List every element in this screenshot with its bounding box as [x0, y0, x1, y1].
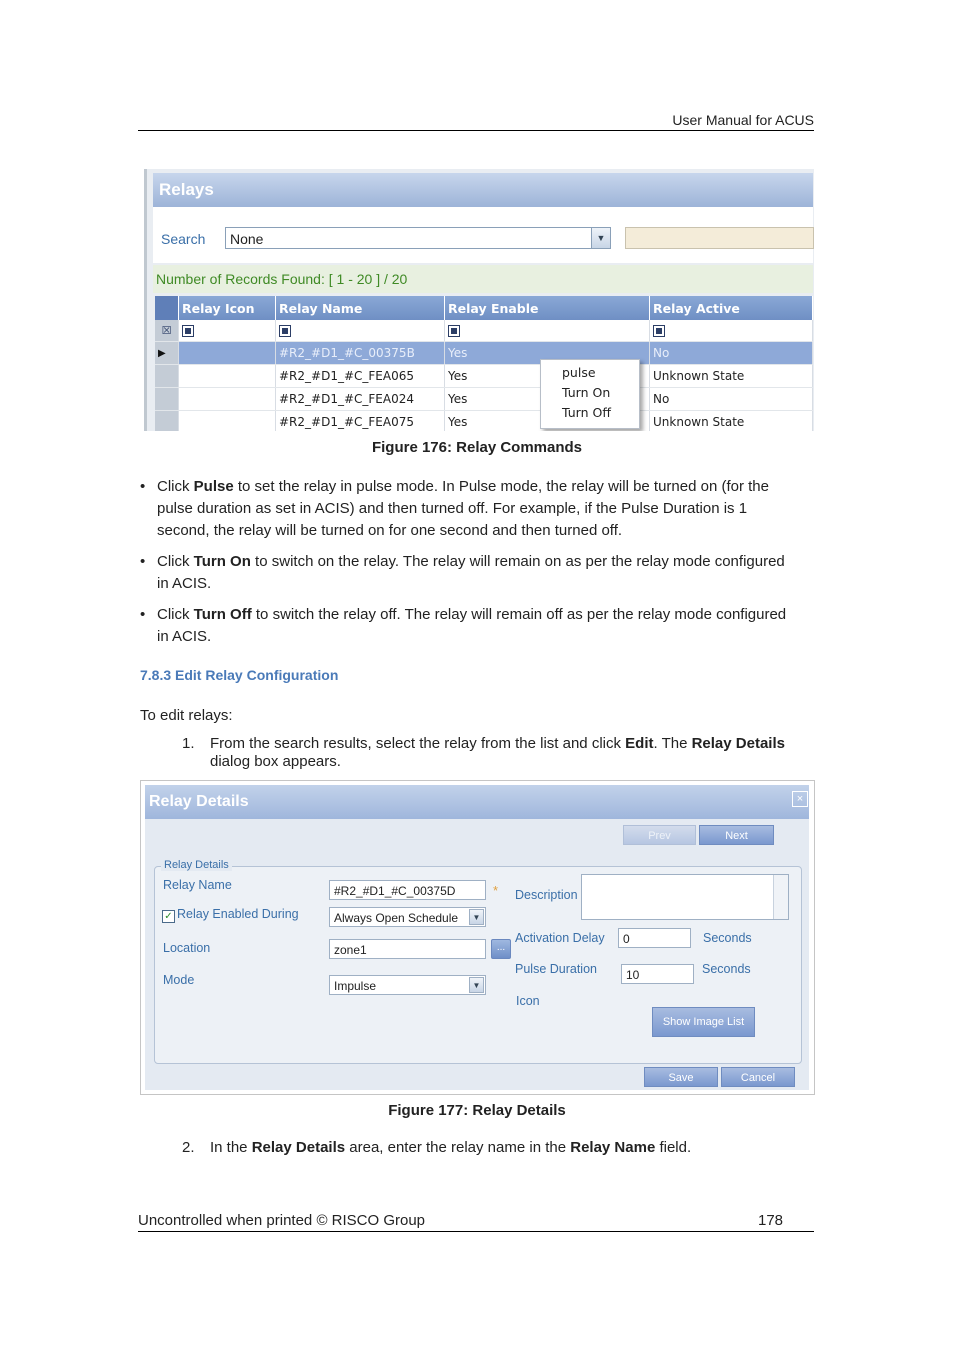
step-number: 2.	[182, 1139, 195, 1156]
step-1-text: From the search results, select the relay from the list and click Edit. The Relay Details dialog box appears.	[210, 735, 785, 770]
schedule-select[interactable]	[329, 907, 486, 927]
page-number: 178	[758, 1212, 784, 1229]
step-2-text: In the Relay Details area, enter the relay name in the Relay Name field.	[210, 1139, 692, 1156]
activation-delay-unit: Seconds	[703, 931, 752, 945]
col-relay-active[interactable]: Relay Active	[650, 296, 813, 320]
description-field[interactable]	[581, 874, 789, 920]
location-field[interactable]: zone1	[329, 939, 486, 959]
filter-row	[155, 320, 813, 342]
row-pointer-icon: ▶	[155, 342, 179, 365]
relay-active-cell: No	[650, 342, 813, 365]
relays-window-title: Relays	[153, 173, 813, 207]
figure-177-caption: Figure 177: Relay Details	[388, 1102, 566, 1119]
page-header: User Manual for ACUS	[138, 112, 814, 131]
menu-item-turn-off[interactable]: Turn Off	[562, 405, 611, 420]
relays-table	[155, 296, 813, 431]
next-button[interactable]: Next	[699, 825, 774, 845]
table-row[interactable]	[155, 411, 813, 432]
filter-checkbox[interactable]	[653, 325, 665, 337]
bullet-icon: •	[140, 606, 146, 623]
chevron-down-icon[interactable]: ▼	[469, 977, 484, 993]
relay-details-dialog	[140, 780, 815, 1095]
mode-select[interactable]	[329, 975, 486, 995]
relay-active-cell: Unknown State	[650, 365, 813, 388]
pulse-duration-unit: Seconds	[702, 962, 751, 976]
records-found: Number of Records Found: [ 1 - 20 ] / 20	[153, 265, 813, 293]
bullet-pulse: Click Pulse to set the relay in pulse mode. In Pulse mode, the relay will be turned on (for the pulse duration as set in ACIS) and then turned off. For example, if the Pulse Duration is 1 second, the relay will be turned on for one second and then turned off.	[157, 478, 769, 539]
bullet-icon: •	[140, 478, 146, 495]
filter-checkbox[interactable]	[182, 325, 194, 337]
chevron-down-icon[interactable]: ▼	[469, 909, 484, 925]
col-relay-enable[interactable]: Relay Enable	[445, 296, 650, 320]
fieldset-legend: Relay Details	[161, 859, 232, 871]
pulse-duration-field[interactable]: 10	[621, 964, 694, 984]
table-row[interactable]	[155, 342, 813, 365]
relay-enabled-checkbox[interactable]: ✓	[162, 910, 175, 923]
relay-enable-cell: Yes	[445, 365, 650, 388]
relay-name-cell: #R2_#D1_#C_FEA024	[276, 388, 445, 411]
relay-name-cell: #R2_#D1_#C_FEA065	[276, 365, 445, 388]
table-row[interactable]	[155, 365, 813, 388]
footer-copyright: Uncontrolled when printed © RISCO Group	[138, 1212, 426, 1229]
context-menu	[540, 359, 640, 429]
relay-enable-cell: Yes	[445, 388, 650, 411]
relay-name-field[interactable]: #R2_#D1_#C_00375D	[329, 880, 486, 900]
activation-delay-field[interactable]: 0	[618, 928, 691, 948]
table-row[interactable]	[155, 388, 813, 411]
relay-name-cell: #R2_#D1_#C_00375B	[276, 342, 445, 365]
icon-label: Icon	[516, 994, 540, 1008]
relays-screenshot	[144, 169, 814, 431]
mode-label: Mode	[163, 973, 195, 987]
row-header-corner	[155, 296, 179, 320]
dialog-title: Relay Details	[145, 785, 809, 819]
bullet-icon: •	[140, 553, 146, 570]
search-dropdown-value: None	[230, 231, 264, 247]
col-relay-icon[interactable]: Relay Icon	[179, 296, 276, 320]
relay-active-cell: Unknown State	[650, 411, 813, 432]
activation-delay-label: Activation Delay	[515, 931, 605, 945]
table-header-row	[155, 296, 813, 320]
search-label: Search	[161, 231, 206, 247]
relay-active-cell: No	[650, 388, 813, 411]
filter-checkbox[interactable]	[279, 325, 291, 337]
figure-176-caption: Figure 176: Relay Commands	[371, 439, 583, 456]
col-relay-name[interactable]: Relay Name	[276, 296, 445, 320]
step-number: 1.	[182, 735, 195, 752]
required-mark: *	[493, 883, 499, 898]
relay-enable-cell: Yes	[445, 411, 650, 432]
search-input[interactable]	[625, 227, 814, 249]
bullet-turn-off: Click Turn Off to switch the relay off. The relay will remain off as per the relay mode configured in ACIS.	[157, 606, 787, 645]
location-label: Location	[163, 941, 211, 955]
description-scrollbar[interactable]	[773, 875, 788, 919]
menu-item-turn-on[interactable]: Turn On	[562, 385, 611, 400]
relay-enable-cell: Yes	[445, 342, 650, 365]
pulse-duration-label: Pulse Duration	[515, 962, 597, 976]
relay-enabled-label: Relay Enabled During	[177, 907, 299, 921]
description-label: Description	[515, 888, 578, 902]
chevron-down-icon[interactable]: ▼	[591, 228, 610, 248]
location-browse-button[interactable]: ...	[491, 939, 511, 959]
mode-select-value: Impulse	[334, 979, 377, 993]
cancel-button[interactable]: Cancel	[721, 1067, 795, 1087]
menu-item-pulse[interactable]: pulse	[562, 365, 596, 380]
page-footer	[138, 1212, 814, 1232]
schedule-select-value: Always Open Schedule	[334, 911, 459, 925]
show-image-list-button[interactable]: Show Image List	[652, 1007, 755, 1037]
section-heading: 7.8.3 Edit Relay Configuration	[140, 667, 339, 683]
relay-name-cell: #R2_#D1_#C_FEA075	[276, 411, 445, 432]
relay-name-label: Relay Name	[163, 878, 232, 892]
prev-button[interactable]: Prev	[623, 825, 696, 845]
filter-clear-icon[interactable]: ☒	[155, 320, 179, 342]
search-dropdown[interactable]	[225, 227, 611, 249]
close-icon[interactable]: ×	[792, 791, 808, 807]
intro-text: To edit relays:	[140, 707, 233, 724]
bullet-turn-on: Click Turn On to switch on the relay. The relay will remain on as per the relay mode configured in ACIS.	[157, 553, 785, 592]
save-button[interactable]: Save	[644, 1067, 718, 1087]
filter-checkbox[interactable]	[448, 325, 460, 337]
